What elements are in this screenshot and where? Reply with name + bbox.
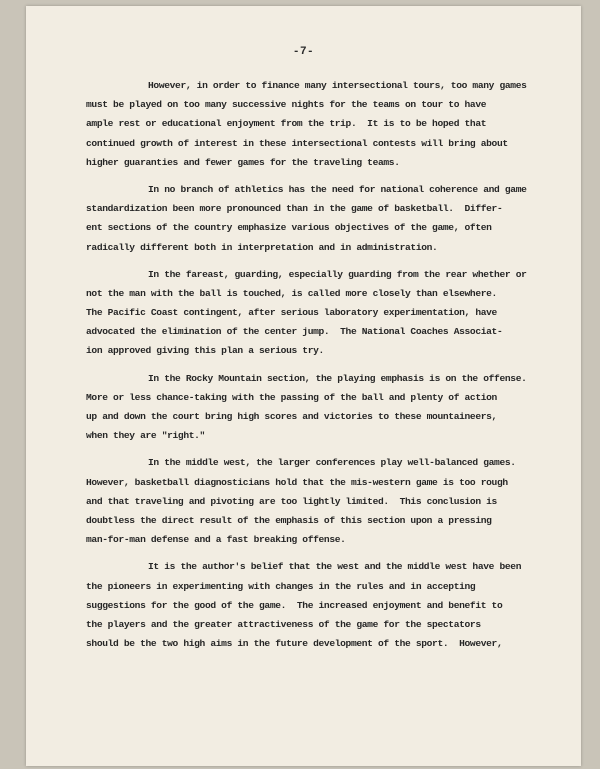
paragraph-gap: [86, 361, 548, 369]
text-line: must be played on too many successive nights for the teams on tour to have: [86, 99, 487, 111]
document-page: [26, 6, 581, 766]
text-line: continued growth of interest in these intersectional contests will bring about: [86, 137, 508, 149]
text-line: suggestions for the good of the game. The increased enjoyment and benefit to: [86, 599, 503, 611]
text-line: the players and the greater attractiveness of the game for the spectators: [86, 618, 481, 630]
text-line: The Pacific Coast contingent, after serious laboratory experimentation, have: [86, 307, 497, 319]
paragraph-1: [86, 76, 548, 172]
text-line: doubtless the direct result of the emphasis of this section upon a pressing: [86, 514, 492, 526]
paragraph-gap: [86, 172, 548, 180]
text-line: and that traveling and pivoting are too lightly limited. This conclusion is: [86, 495, 497, 507]
page-number: -7-: [292, 46, 315, 58]
text-line: However, in order to finance many intersectional tours, too many games: [148, 80, 527, 91]
text-line: In no branch of athletics has the need for national coherence and game: [148, 183, 527, 195]
body-text: [86, 76, 548, 653]
text-line: In the middle west, the larger conferences play well-balanced games.: [148, 457, 516, 469]
text-line: standardization been more pronounced than in the game of basketball. Differ-: [86, 203, 503, 215]
text-line: should be the two high aims in the future development of the sport. However,: [86, 638, 503, 650]
paragraph-4: [86, 369, 548, 446]
text-line: the pioneers in experimenting with changes in the rules and in accepting: [86, 580, 476, 592]
text-line: radically different both in interpretation and in administration.: [86, 241, 438, 253]
text-line: It is the author's belief that the west and the middle west have been: [148, 561, 522, 573]
paragraph-5: [86, 453, 548, 549]
paragraph-3: [86, 265, 548, 361]
paragraph-6: [86, 557, 548, 653]
text-line: ion approved giving this plan a serious try.: [86, 345, 324, 357]
paragraph-gap: [86, 257, 548, 265]
paragraph-2: [86, 180, 548, 257]
text-line: ample rest or educational enjoyment from the trip. It is to be hoped that: [86, 118, 487, 130]
text-line: More or less chance-taking with the passing of the ball and plenty of action: [86, 391, 497, 403]
text-line: advocated the elimination of the center jump. The National Coaches Associat-: [86, 326, 503, 338]
text-line: not the man with the ball is touched, is called more closely than elsewhere.: [86, 287, 497, 299]
text-line: In the fareast, guarding, especially guarding from the rear whether or: [148, 268, 527, 280]
text-line: when they are "right.": [86, 430, 205, 442]
text-line: In the Rocky Mountain section, the playing emphasis is on the offense.: [148, 372, 527, 384]
text-line: up and down the court bring high scores and victories to these mountaineers,: [86, 411, 497, 422]
text-line: However, basketball diagnosticians hold that the mis-western game is too rough: [86, 476, 508, 488]
paragraph-gap: [86, 549, 548, 557]
text-line: higher guaranties and fewer games for the traveling teams.: [86, 156, 400, 168]
paragraph-gap: [86, 445, 548, 453]
text-line: ent sections of the country emphasize various objectives of the game, often: [86, 222, 492, 234]
text-line: man-for-man defense and a fast breaking offense.: [86, 534, 346, 546]
